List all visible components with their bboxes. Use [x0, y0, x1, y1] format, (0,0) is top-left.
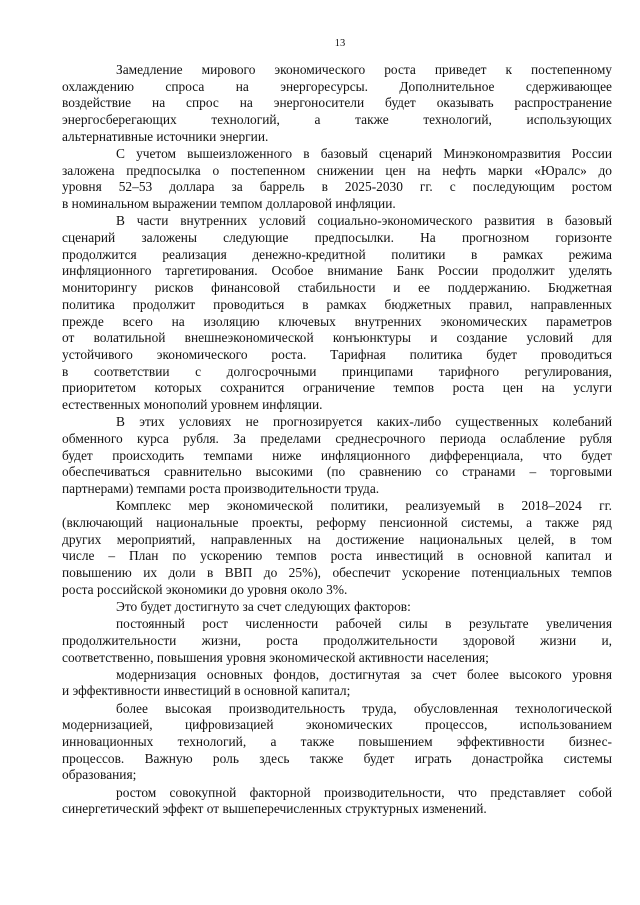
text-line: политика продолжит проводиться в рамках бюджетных правил, направленных	[62, 296, 612, 312]
page-number: 13	[334, 38, 346, 49]
paragraph	[62, 599, 612, 616]
text-line: от волатильной внешнеэкономической конъюнктуры и создание условий для	[62, 330, 612, 346]
text-line: естественных монополий уровнем инфляции.	[62, 397, 323, 413]
text-line: Это будет достигнуто за счет следующих факторов:	[116, 598, 411, 614]
text-line: постоянный рост численности рабочей силы в результате увеличения	[116, 616, 612, 632]
text-line: повышению их доли в ВВП до 25%), обеспечит ускорение потенциальных темпов	[62, 565, 612, 580]
text-line: прежде всего на изоляцию ключевых внутренних экономических параметров	[62, 313, 612, 329]
text-line: воздействие на спрос на энергоносители будет оказывать распространение	[62, 95, 612, 111]
text-line: более высокая производительность труда, обусловленная технологической	[116, 700, 612, 716]
text-line: С учетом вышеизложенного в базовый сценарий Минэкономразвития России	[116, 146, 612, 161]
text-line: будет происходить темпами ниже инфляционного дифференциала, что будет	[62, 447, 612, 463]
paragraph	[62, 701, 612, 785]
text-line: инфляционного таргетирования. Особое внимание Банк России продолжит уделять	[62, 263, 612, 279]
text-line: устойчивого экономического роста. Тарифная политика будет проводиться	[62, 346, 612, 362]
text-line: в соответствии с долгосрочными принципами тарифного регулирования,	[62, 363, 612, 379]
paragraph	[62, 785, 612, 818]
paragraph	[62, 616, 612, 666]
text-line: обменного курса рубля. За пределами среднесрочного периода ослабление рубля	[62, 430, 612, 446]
text-line: инновационных технологий, а также повышением эффективности бизнес-	[62, 734, 612, 749]
text-line: охлаждению спроса на энергоресурсы. Дополнительное сдерживающее	[62, 78, 612, 94]
paragraph	[62, 414, 612, 498]
paragraph	[62, 62, 612, 146]
text-line: синергетический эффект от вышеперечисленных структурных изменений.	[62, 801, 487, 817]
text-line: соответственно, повышения уровня экономической активности населения;	[62, 649, 489, 665]
text-line: ростом совокупной факторной производительности, что представляет собой	[116, 784, 612, 800]
text-line: (включающий национальные проекты, реформу пенсионной системы, а также ряд	[62, 514, 612, 530]
text-line: альтернативные источники энергии.	[62, 128, 269, 144]
text-line: процессов. Важную роль здесь также будет играть донастройка системы	[62, 750, 612, 766]
text-line: обеспечиваться сравнительно высокими (по сравнению со странами – торговыми	[62, 464, 612, 480]
text-line: роста российской экономики до уровня около 3%.	[62, 581, 348, 597]
text-line: других мероприятий, направленных на достижение национальных целей, в том	[62, 531, 612, 547]
text-line: мониторингу рисков финансовой стабильности и ее поддержанию. Бюджетная	[62, 280, 612, 296]
text-line: сценарий заложены следующие предпосылки. На прогнозном горизонте	[62, 230, 612, 245]
text-line: Замедление мирового экономического роста приведет к постепенному	[116, 62, 612, 77]
text-line: Комплекс мер экономической политики, реализуемый в 2018–2024 гг.	[116, 498, 612, 514]
text-line: энергосберегающих технологий, а также технологий, использующих	[62, 112, 612, 128]
text-line: В этих условиях не прогнозируется каких-либо существенных колебаний	[116, 414, 612, 430]
text-line: числе – План по ускорению темпов роста инвестиций в основной капитал и	[62, 548, 612, 564]
paragraph	[62, 498, 612, 598]
text-line: в номинальном выражении темпом долларовой инфляции.	[62, 196, 396, 212]
text-line: партнерами) темпами роста производительности труда.	[62, 481, 380, 496]
text-line: модернизацией, цифровизацией экономических процессов, использованием	[62, 717, 612, 733]
text-line: заложена предпосылка о постепенном снижении цен на нефть марки «Юралс» до	[62, 162, 612, 178]
text-line: образования;	[62, 767, 137, 783]
text-line: продолжительности жизни, роста продолжительности здоровой жизни и,	[62, 632, 612, 648]
text-line: приоритетом которых сохранится ограничение темпов роста цен на услуги	[62, 380, 612, 396]
text-line: В части внутренних условий социально-экономического развития в базовый	[116, 213, 612, 229]
text-line: модернизация основных фондов, достигнутая за счет более высокого уровня	[116, 666, 612, 682]
paragraph	[62, 213, 612, 413]
text-line: уровня 52–53 доллара за баррель в 2025-2030 гг. с последующим ростом	[62, 179, 612, 195]
paragraph	[62, 146, 612, 213]
text-line: продолжится реализация денежно-кредитной политики в рамках режима	[62, 246, 612, 262]
text-line: и эффективности инвестиций в основной капитал;	[62, 683, 351, 699]
paragraph	[62, 667, 612, 700]
